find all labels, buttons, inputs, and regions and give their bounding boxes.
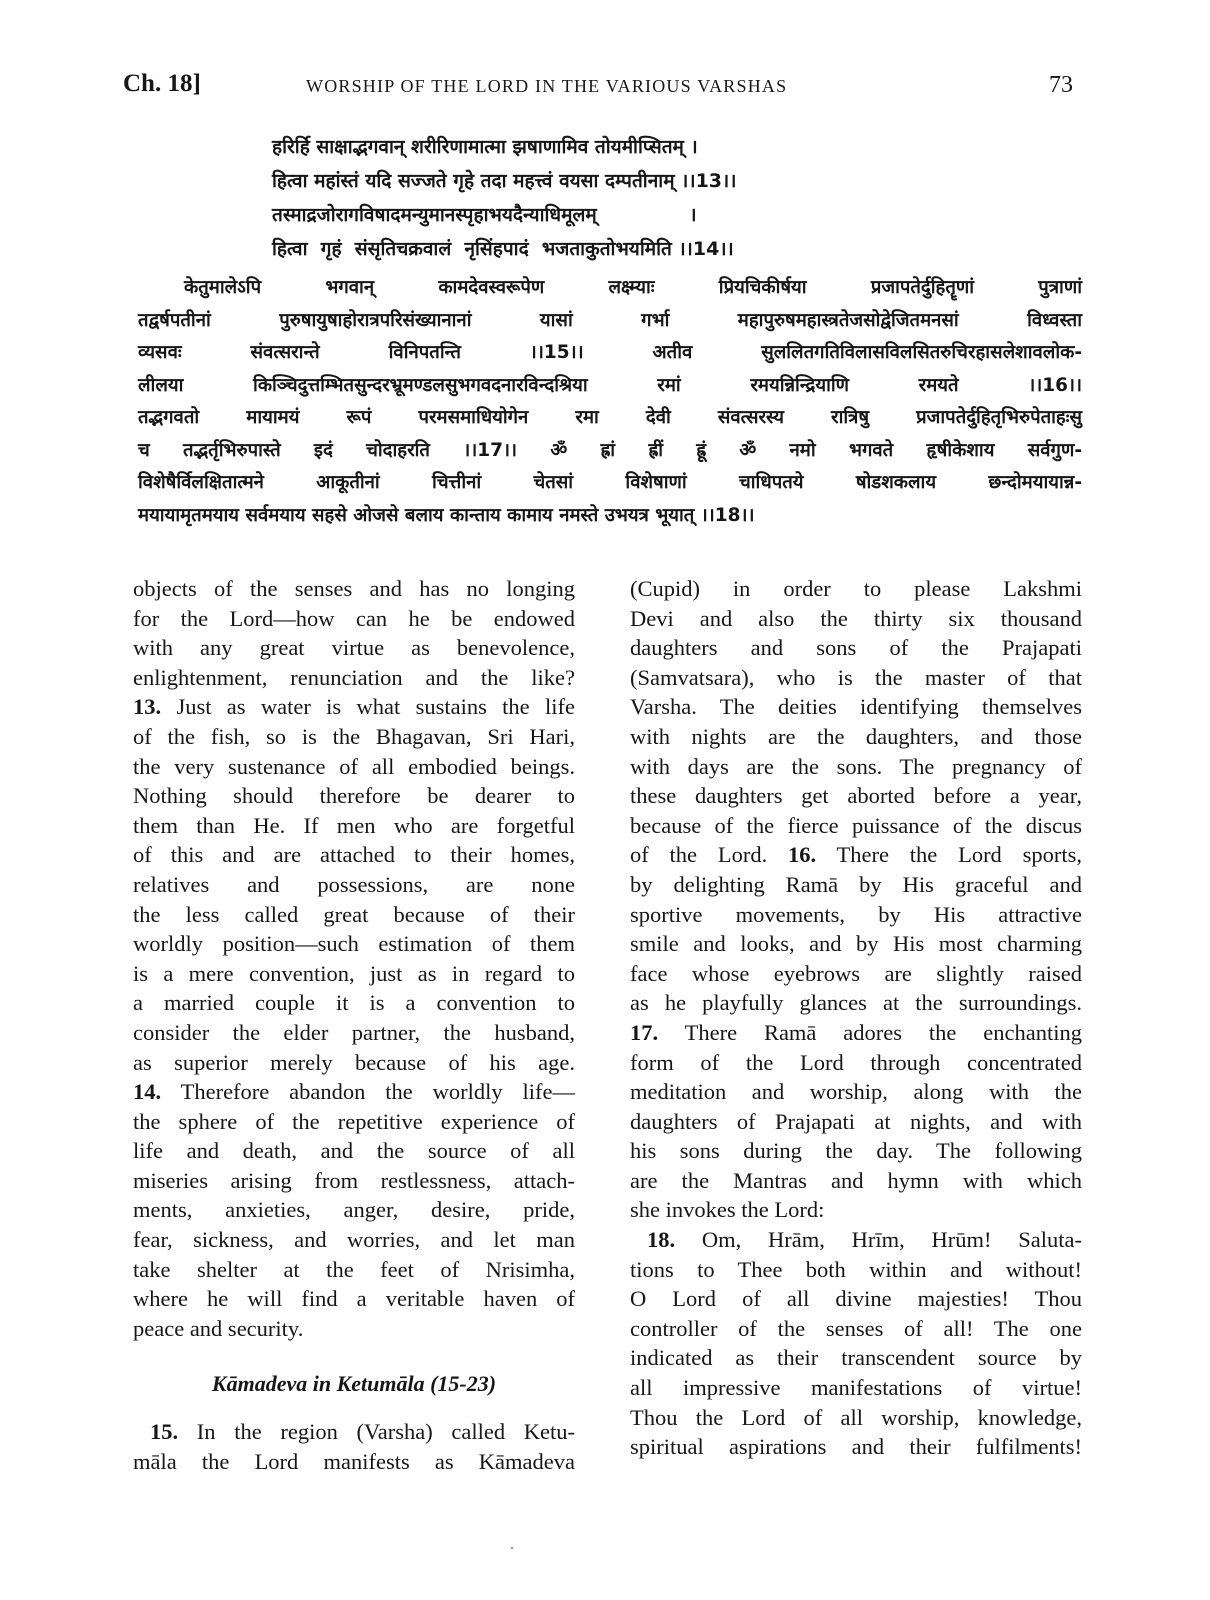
text-line [630,840,1082,870]
sanskrit-prose-block [138,272,1082,532]
sanskrit-prose-line: मयायामृतमयाय सर्वमयाय सहसे ओजसे बलाय कान्ताय कामाय नमस्ते उभयत्र भूयात् ।।18।। [138,504,755,526]
text-line: the very sustenance of all embodied beings. [133,753,575,779]
text-line: miseries arising from restlessness, attach- [133,1167,575,1193]
text-line: objects of the senses and has no longing [133,576,575,601]
text-fragment: Just as water is what sustains the life [161,694,575,720]
text-line: for the Lord—how can he be endowed [133,605,575,631]
sanskrit-prose-line: केतुमालेऽपि भगवान् कामदेवस्वरूपेण लक्ष्म्याः प्रियचिकीर्षया प्रजापतेर्दुहितॄणां पुत्राणां [184,277,1082,298]
text-line: take shelter at the feet of Nrisimha, [133,1256,575,1282]
page-number: 73 [1049,72,1073,98]
text-line: daughters of Prajapati at nights, and with [630,1108,1082,1134]
text-line: are the Mantras and hymn with which [630,1167,1082,1193]
text-line: face whose eyebrows are slightly raised [630,960,1082,986]
text-line: as he playfully glances at the surroundings. [630,990,1082,1016]
text-fragment: Om, Hrām, Hrīm, Hrūm! Saluta- [675,1227,1082,1253]
sanskrit-prose-line: लीलया किञ्चिदुत्तम्भितसुन्दरभ्रूमण्डलसुभगवदनारविन्दश्रिया रमां रमयन्निन्द्रियाणि रमयते ।।16।। [138,374,1082,396]
text-line: of this and are attached to their homes, [133,842,575,868]
verse-number: 16. [788,842,817,868]
sanskrit-prose-line: व्यसवः संवत्सरान्ते विनिपतन्ति ।।15।। अतीव सुललितगतिविलासविलसितरुचिरहासलेशावलोक- [138,342,1082,363]
text-line [133,1417,575,1447]
text-line: worldly position—such estimation of them [133,931,575,957]
verse-number: 15. [150,1419,179,1445]
text-line: peace and security. [133,1315,304,1341]
verse-line: तस्माद्रजोरागविषादमन्युमानस्पृहाभयदैन्याधिमूलम् । [272,204,697,226]
text-line: Nothing should therefore be dearer to [133,783,575,809]
verse-number: 17. [630,1019,659,1045]
text-line: a married couple it is a convention to [133,990,575,1016]
text-line: Varsha. The deities identifying themselves [630,694,1082,720]
sanskrit-prose-line: तद्भगवतो मायामयं रूपं परमसमाधियोगेन रमा देवी संवत्सरस्य रात्रिषु प्रजापतेर्दुहितृभिरुपेताहःसु [138,407,1082,428]
text-line: of the fish, so is the Bhagavan, Sri Hari, [133,723,575,749]
text-line: life and death, and the source of all [133,1138,575,1164]
text-line: relatives and possessions, are none [133,871,575,897]
text-line: Devi and also the thirty six thousand [630,605,1082,631]
text-fragment: There Ramā adores the enchanting [658,1019,1082,1045]
verse-line: हित्वा महांस्तं यदि सज्जते गृहे तदा महत्त्वं वयसा दम्पतीनाम् ।।13।। [272,170,737,192]
verse-line: हित्वा गृहं संसृतिचक्रवालं नृसिंहपादं भजताकुतोभयमिति ।।14।। [272,238,734,260]
right-column [630,574,1082,1462]
text-line: meditation and worship, along with the [630,1079,1082,1105]
text-line: with nights are the daughters, and those [630,723,1082,749]
text-line: the sphere of the repetitive experience of [133,1108,575,1134]
text-line: as superior merely because of his age. [133,1049,575,1075]
text-fragment: Therefore abandon the worldly life— [161,1079,575,1105]
text-line [133,692,575,722]
text-fragment: In the region (Varsha) called Ketu- [178,1419,575,1445]
text-line: spiritual aspirations and their fulfilments! [630,1434,1082,1460]
sanskrit-prose-line: विशेषैर्विलक्षितात्मने आकूतीनां चित्तीनां चेतसां विशेषाणां चाधिपतये षोडशकलाय छन्दोमयायान्न- [138,472,1082,493]
verse-line: हरिर्हि साक्षाद्भगवान् शरीरिणामात्मा झषाणामिव तोयमीप्सितम् । [272,136,698,158]
text-line: his sons during the day. The following [630,1138,1082,1164]
text-line: consider the elder partner, the husband, [133,1019,575,1045]
text-line: she invokes the Lord: [630,1197,825,1223]
text-line: enlightenment, renunciation and the like? [133,664,575,690]
text-line: is a mere convention, just as in regard to [133,960,575,986]
text-line: ments, anxieties, anger, desire, pride, [133,1197,575,1223]
text-line: all impressive manifestations of virtue! [630,1375,1082,1401]
verse-number: 13. [133,694,162,720]
text-line: (Cupid) in order to please Lakshmi [630,576,1082,601]
section-subheading: Kāmadeva in Ketumāla (15-23) [211,1371,497,1397]
verse-number: 14. [133,1079,162,1105]
text-line: smile and looks, and by His most charming [630,931,1082,957]
text-fragment: of the Lord. [630,842,788,868]
text-line: the less called great because of their [133,901,575,927]
verse-number: 18. [647,1227,676,1253]
chapter-label: Ch. 18] [123,70,201,97]
print-speck [511,1547,513,1549]
sanskrit-verse-block [272,130,932,266]
text-line [630,1225,1082,1255]
text-line: controller of the senses of all! The one [630,1315,1082,1341]
text-line: because of the fierce puissance of the discus [630,812,1082,838]
text-line: by delighting Ramā by His graceful and [630,871,1082,897]
text-line: where he will find a veritable haven of [133,1286,575,1312]
left-column [133,574,575,1476]
text-fragment: There the Lord sports, [816,842,1082,868]
text-line: them than He. If men who are forgetful [133,812,575,838]
text-line: with any great virtue as benevolence, [133,635,575,661]
sanskrit-prose-line: च तद्भर्तृभिरुपास्ते इदं चोदाहरति ।।17।। ॐ ह्रां ह्रीं ह्रूं ॐ नमो भगवते हृषीकेशाय सर्वगुण- [138,439,1082,461]
text-line: O Lord of all divine majesties! Thou [630,1286,1082,1312]
running-head [123,70,1083,110]
text-line: these daughters get aborted before a year, [630,783,1082,809]
text-line: fear, sickness, and worries, and let man [133,1227,575,1253]
text-line: form of the Lord through concentrated [630,1049,1082,1075]
text-line: (Samvatsara), who is the master of that [630,664,1082,690]
text-line: sportive movements, by His attractive [630,901,1082,927]
text-line: indicated as their transcendent source by [630,1345,1082,1371]
sanskrit-prose-line: तद्वर्षपतीनां पुरुषायुषाहोरात्रपरिसंख्यानानां यासां गर्भा महापुरुषमहास्त्रतेजसोद्वेजितमनसां विध्वस्ता [138,309,1082,331]
text-line: Thou the Lord of all worship, knowledge, [630,1404,1082,1430]
page-title: WORSHIP OF THE LORD IN THE VARIOUS VARSHAS [306,76,788,96]
text-line: māla the Lord manifests as Kāmadeva [133,1448,575,1474]
text-line [630,1018,1082,1048]
text-line: daughters and sons of the Prajapati [630,635,1082,661]
text-line: tions to Thee both within and without! [630,1256,1082,1282]
text-line [133,1077,575,1107]
text-line: with days are the sons. The pregnancy of [630,753,1082,779]
